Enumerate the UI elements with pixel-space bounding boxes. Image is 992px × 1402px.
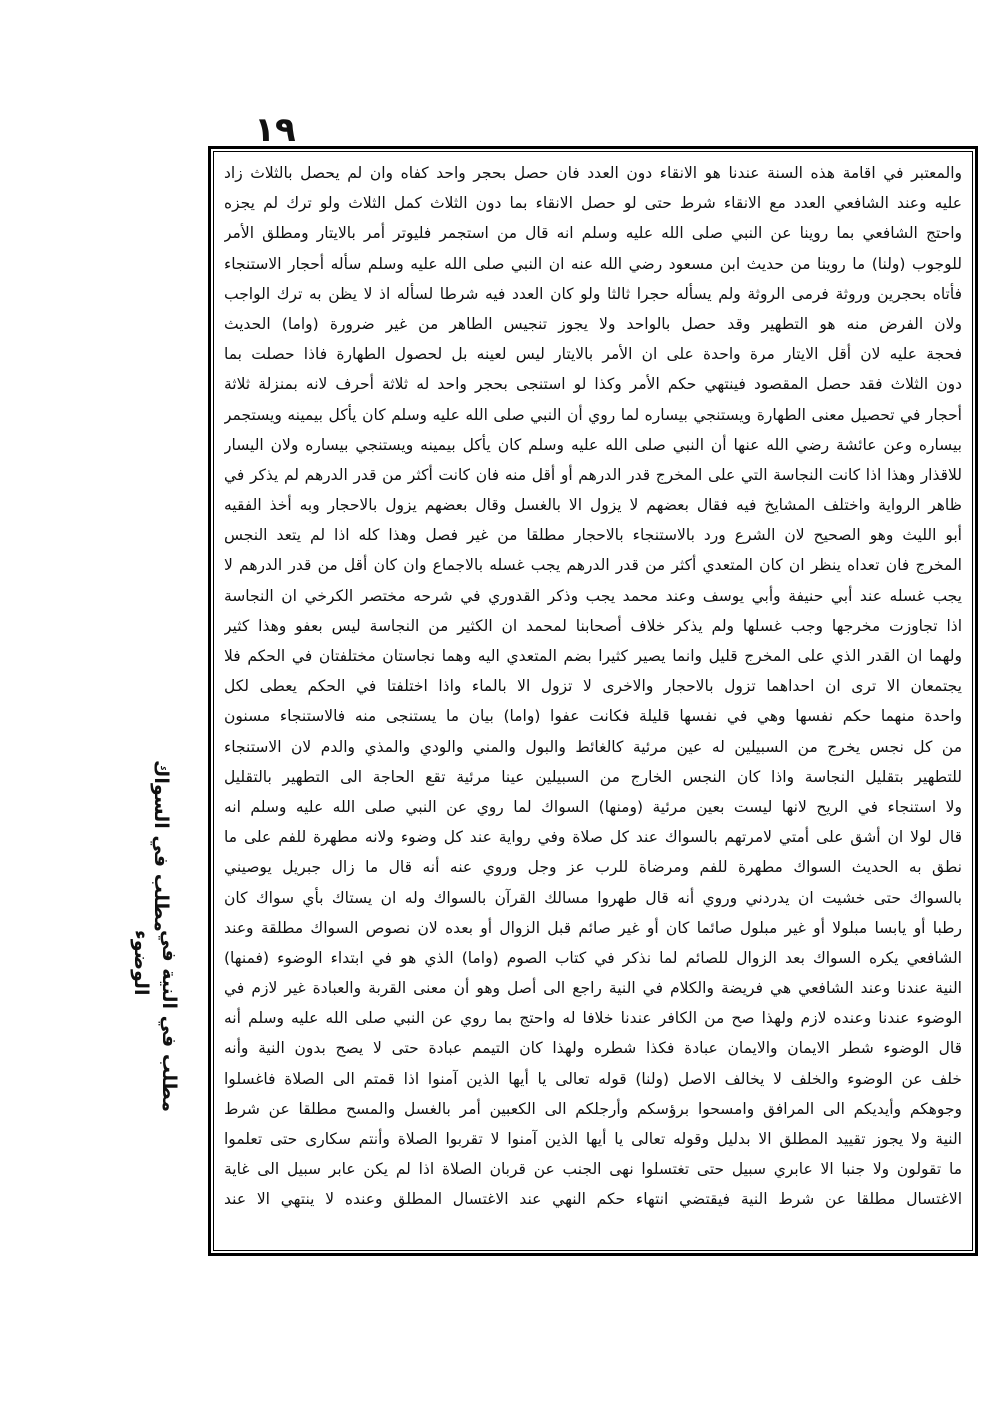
text-line: الوضوء عندنا وعنده لازم ولهذا صح من الكافر عندنا خلافا له واحتج بما روي عن النبي صلى الله عليه وسلم أنه bbox=[224, 1009, 962, 1028]
text-line: الشافعي يكره السواك بعد الزوال للصائم لما نذكر في كتاب الصوم (واما) الذي هو في ابتداء الوضوء (فمنها) bbox=[224, 948, 962, 967]
text-line: ولا استنجاء في الريح لانها ليست بعين مرئية (ومنها) السواك لما روي عن النبي صلى الله عليه وسلم انه bbox=[224, 797, 962, 816]
text-line: ولهما ان القدر الذي على المخرج قليل وانما يصير كثيرا بضم المتعدي اليه وهما نجاستان مختلفتان في الحكم فلا bbox=[224, 647, 962, 665]
text-line: واحتج الشافعي بما روينا عن النبي صلى الله عليه وسلم انه قال من استجمر فليوتر أمر بالايتار ومطلق الأمر bbox=[224, 224, 962, 243]
text-line: ظاهر الرواية واختلف المشايخ فيه فقال بعضهم لا يزول الا بالغسل وقال بعضهم يزول بالاحجار وبه أخذ الفقيه bbox=[224, 496, 962, 515]
text-line: للتطهير بتقليل النجاسة واذا كان النجس الخارج من السبيلين عينا مرئية تقع الحاجة الى التطهير بالتقليل bbox=[224, 767, 962, 786]
margin-note-wudu: الوضوء bbox=[130, 930, 152, 996]
text-line: واحدة منهما حكم نفسها وهي في نفسها قليلة فكانت عفوا (واما) بيان ما يستنجى منه فالاستنجاء مسنون bbox=[224, 707, 962, 726]
text-line: للوجوب (ولنا) ما روينا من حديث ابن مسعود رضي الله عنه ان النبي صلى الله عليه وسلم سأله أحجار الاستنجاء bbox=[224, 254, 962, 273]
text-line: ولان الفرض منه هو التطهير وقد حصل بالواحد ولا يجوز تنجيس الطاهر من غير ضرورة (واما) الحديث bbox=[224, 314, 962, 333]
text-line: من كل نجس يخرج من السبيلين له عين مرئية كالغائط والبول والمني والودي والمذي والدم لان الاستنجاء bbox=[224, 737, 962, 756]
text-line: بيساره وعن عائشة رضي الله عنها أن النبي صلى الله عليه وسلم كان يأكل بيمينه ويستنجي بيساره ولان اليسار bbox=[224, 435, 962, 454]
text-line: بالسواك حتى خشيت ان يدردني وروي أنه قال طهروا مسالك القرآن بالسواك وله ان يستاك بأي سواك كان bbox=[224, 888, 962, 907]
margin-note-siwak: مطلب في السواك bbox=[150, 760, 172, 932]
margin-note-niyya: مطلب في النية في bbox=[158, 930, 180, 1112]
text-line: نطق به الحديث السواك مطهرة للفم ومرضاة للرب عز وجل وروي عنه أنه قال ما زال جبريل يوصيني bbox=[224, 858, 962, 877]
text-line: عليه وعند الشافعي العدد مع الانقاء شرط حتى لو حصل الانقاء بما دون الثلاث كمل الثلاث ولو ترك لم يجزه bbox=[224, 194, 962, 213]
text-line: الاغتسال مطلقا عن شرط النية فيقتضي انتهاء حكم النهي عند الاغتسال المطلق وعنده لا ينتهي الا عند bbox=[224, 1190, 962, 1209]
text-line: يجب غسله عند أبي حنيفة وأبي يوسف وعند محمد يجب وذكر القدوري في شرحه مختصر الكرخي ان النجاسة bbox=[224, 586, 962, 605]
text-line: فأتاه بحجرين وروثة فرمى الروثة ولم يسأله حجرا ثالثا ولو كان العدد فيه شرطا لسأله اذ لا يظن به ترك الواجب bbox=[224, 284, 962, 303]
text-line: دون الثلاث فقد حصل المقصود فينتهي حكم الأمر وكذا لو استنجى بحجر واحد له ثلاثة أحرف لانه بمنزلة ثلاثة bbox=[224, 375, 962, 394]
text-line: وجوهكم وأيديكم الى المرافق وامسحوا برؤسكم وأرجلكم الى الكعبين أمر بالغسل والمسح مطلقا عن شرط bbox=[224, 1099, 962, 1118]
text-line: اذا تجاوزت مخرجها وجب غسلها ولم يذكر خلاف أصحابنا لمحمد ان الكثير من النجاسة ليس بعفو وهذا كثير bbox=[224, 616, 962, 635]
text-line: يجتمعان الا ترى ان احداهما تزول بالاحجار والاخرى لا تزول الا بالماء واذا اختلفتا في الحكم يعطى لكل bbox=[224, 677, 962, 696]
page-number: ١٩ bbox=[254, 110, 296, 150]
text-line: رطبا أو يابسا مبلولا أو غير مبلول صائما كان أو غير صائم قبل الزوال أو بعده لان نصوص السواك مطلقة وعند bbox=[224, 918, 962, 937]
page-frame-inner bbox=[213, 151, 973, 1251]
text-line: قال الوضوء شطر الايمان والايمان عبادة فكذا شطره ولهذا كان التيمم عبادة حتى لا يصح بدون النية وأنه bbox=[224, 1039, 962, 1058]
text-line: أبو الليث وهو الصحيح لان الشرع ورد بالاستنجاء بالاحجار مطلقا من غير فصل وهذا كله اذا لم يتعد النجس bbox=[224, 526, 962, 545]
text-line: قال لولا ان أشق على أمتي لامرتهم بالسواك عند كل صلاة وفي رواية عند كل وضوء ولانه مطهرة للفم على ما bbox=[224, 828, 962, 847]
text-line: أحجار في تحصيل معنى الطهارة ويستنجي بيساره لما روي أن النبي صلى الله عليه وسلم كان يأكل بيمينه ويستجمر bbox=[224, 405, 962, 424]
text-line: للاقذار وهذا اذا كانت النجاسة التي على المخرج قدر الدرهم أو أقل منه فان كانت أكثر من قدر الدرهم لم يذكر في bbox=[224, 465, 962, 484]
text-line: النية عندنا وعند الشافعي هي فريضة والكلام في النية راجع الى أصل وهو أن معنى القربة والعبادة غير لازم في bbox=[224, 979, 962, 998]
text-line: ما تقولون ولا جنبا الا عابري سبيل حتى تغتسلوا نهى الجنب عن قربان الصلاة اذا لم يكن عابر سبيل الى غاية bbox=[224, 1160, 962, 1179]
main-text bbox=[224, 158, 962, 1244]
text-line: والمعتبر في اقامة هذه السنة عندنا هو الانقاء دون العدد فان حصل بحجر واحد كفاه وان لم يحصل بالثلاث زاد bbox=[224, 164, 962, 182]
text-line: النية ولا يجوز تقييد المطلق الا بدليل وقوله تعالى يا أيها الذين آمنوا لا تقربوا الصلاة وأنتم سكارى حتى تعلموا bbox=[224, 1130, 962, 1148]
text-line: فحجة عليه لان أقل الايتار مرة واحدة على ان الأمر بالايتار ليس لعينه بل لحصول الطهارة فاذا حصلت بما bbox=[224, 345, 962, 364]
text-line: خلف عن الوضوء والخلف لا يخالف الاصل (ولنا) قوله تعالى يا أيها الذين آمنوا اذا قمتم الى الصلاة فاغسلوا bbox=[224, 1069, 962, 1088]
text-line: المخرج فان تعداه ينظر ان كان المتعدي أكثر من قدر الدرهم يجب غسله بالاجماع وان كان أقل من قدر الدرهم لا bbox=[224, 556, 962, 575]
